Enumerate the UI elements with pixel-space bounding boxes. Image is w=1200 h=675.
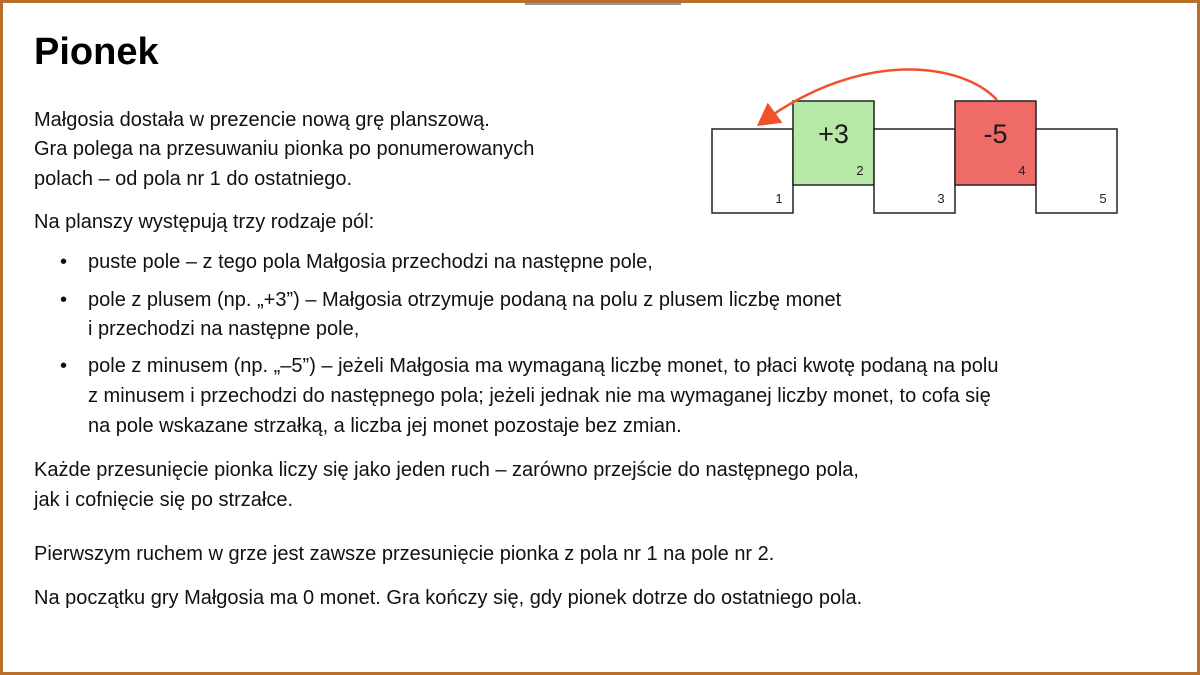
board-cell-2-label: +3 bbox=[818, 119, 849, 149]
board-cell-4-label: -5 bbox=[983, 119, 1008, 149]
bullet-1-line-1: puste pole – z tego pola Małgosia przechodzi na następne pole, bbox=[88, 251, 653, 273]
intro-line-1: Małgosia dostała w prezencie nową grę planszową. bbox=[34, 109, 490, 131]
bullet-2-line-2: i przechodzi na następne pole, bbox=[88, 318, 360, 340]
board-cell-5-number: 5 bbox=[1099, 191, 1107, 206]
board-cell-3-number: 3 bbox=[937, 191, 945, 206]
board-diagram bbox=[703, 53, 1133, 223]
intro-line-3: polach – od pola nr 1 do ostatniego. bbox=[34, 168, 353, 190]
bullet-2-line-1: pole z plusem (np. „+3”) – Małgosia otrzymuje podaną na polu z plusem liczbę monet bbox=[88, 289, 842, 311]
intro-line-2: Gra polega na przesuwaniu pionka po ponumerowanych bbox=[34, 138, 535, 160]
board-cell-1-number: 1 bbox=[775, 191, 783, 206]
first-move-rule: Pierwszym ruchem w grze jest zawsze przesunięcie pionka z pola nr 1 na pole nr 2. bbox=[34, 543, 775, 565]
bullet-3-line-3: na pole wskazane strzałką, a liczba jej monet pozostaje bez zmian. bbox=[88, 415, 682, 437]
bullet-3-dot: • bbox=[60, 355, 68, 377]
field-types-heading: Na planszy występują trzy rodzaje pól: bbox=[34, 211, 375, 233]
page-title: Pionek bbox=[34, 31, 159, 73]
board-cell-4 bbox=[955, 101, 1036, 185]
bullet-3-line-1: pole z minusem (np. „–5”) – jeżeli Małgosia ma wymaganą liczbę monet, to płaci kwotę podaną na polu bbox=[88, 355, 999, 377]
board-cell-5 bbox=[1036, 129, 1117, 213]
start-end-rule: Na początku gry Małgosia ma 0 monet. Gra kończy się, gdy pionek dotrze do ostatniego pola. bbox=[34, 587, 863, 609]
top-marker bbox=[525, 3, 681, 5]
board-cell-1 bbox=[712, 129, 793, 213]
move-rule-line-1: Każde przesunięcie pionka liczy się jako jeden ruch – zarówno przejście do następnego pola, bbox=[34, 459, 859, 481]
board-cell-4-number: 4 bbox=[1018, 163, 1026, 178]
board-svg bbox=[703, 53, 1133, 223]
board-cell-2 bbox=[793, 101, 874, 185]
board-cell-2-number: 2 bbox=[856, 163, 864, 178]
board-cell-3 bbox=[874, 129, 955, 213]
bullet-2-dot: • bbox=[60, 289, 68, 311]
bullet-3-line-2: z minusem i przechodzi do następnego pola; jeżeli jednak nie ma wymaganej liczby monet, to cofa się bbox=[88, 385, 991, 407]
move-rule-line-2: jak i cofnięcie się po strzałce. bbox=[34, 489, 294, 511]
bullet-1-dot: • bbox=[60, 251, 68, 273]
